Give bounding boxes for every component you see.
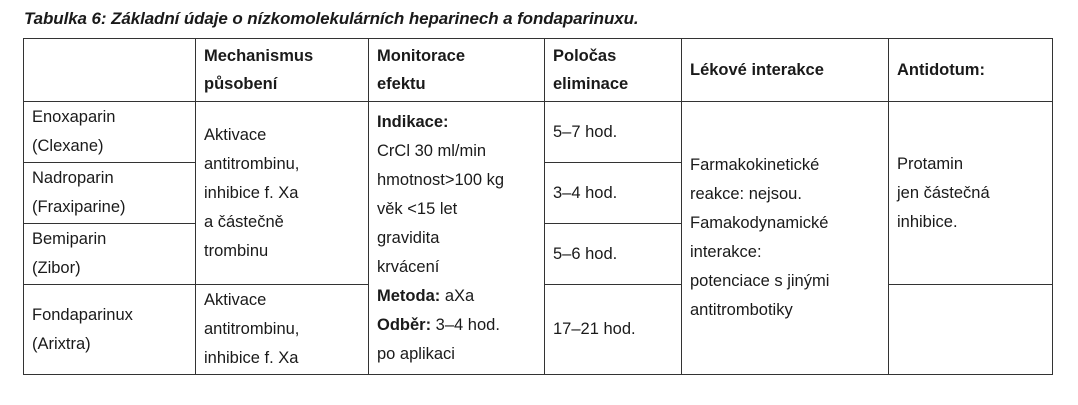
mechanism-line: antitrombinu, xyxy=(204,154,300,173)
method-label: Metoda: xyxy=(377,286,441,305)
drug-cell xyxy=(24,163,196,224)
header-mechanism-line1: Mechanismus xyxy=(204,47,314,65)
mechanism-line: Aktivace xyxy=(204,291,267,309)
mechanism-line: inhibice f. Xa xyxy=(204,183,299,202)
mechanism-line: inhibice f. Xa xyxy=(204,349,299,367)
interactions-line: Famakodynamické xyxy=(690,214,829,232)
header-monitoring xyxy=(369,39,545,102)
mechanism-line: a částečně xyxy=(204,212,284,231)
interactions-line: Farmakokinetické xyxy=(690,156,820,174)
indication-item: CrCl 30 ml/min xyxy=(377,141,487,160)
lmwh-table xyxy=(23,38,1053,375)
header-row xyxy=(24,39,1053,102)
halflife-cell: 5–7 hod. xyxy=(545,102,682,163)
drug-cell xyxy=(24,102,196,163)
table-row-enoxaparin xyxy=(24,102,1053,163)
drug-cell xyxy=(24,285,196,375)
indication-item: krvácení xyxy=(377,257,440,276)
halflife-cell: 5–6 hod. xyxy=(545,224,682,285)
halflife-cell: 3–4 hod. xyxy=(545,163,682,224)
mechanism-lmwh-cell xyxy=(196,102,369,285)
mechanism-fonda-cell xyxy=(196,285,369,375)
header-monitoring-line2: efektu xyxy=(377,75,426,93)
drug-brand: (Fraxiparine) xyxy=(32,198,126,216)
sampling-label: Odběr: xyxy=(377,315,432,334)
sampling-value-line2: po aplikaci xyxy=(377,344,455,363)
drug-brand: (Arixtra) xyxy=(32,334,91,353)
table-caption: Tabulka 6: Základní údaje o nízkomolekulárních heparinech a fondaparinuxu. xyxy=(24,9,639,28)
interactions-line: antitrombotiky xyxy=(690,301,793,319)
header-halflife-line2: eliminace xyxy=(553,75,629,93)
drug-name: Enoxaparin xyxy=(32,108,116,126)
header-mechanism-line2: působení xyxy=(204,75,278,93)
drug-brand: (Clexane) xyxy=(32,137,104,155)
drug-name: Fondaparinux xyxy=(32,305,133,324)
drug-name: Nadroparin xyxy=(32,169,114,187)
drug-brand: (Zibor) xyxy=(32,259,81,277)
antidote-empty-cell xyxy=(889,285,1053,375)
sampling-value: 3–4 hod. xyxy=(431,315,500,334)
header-drug xyxy=(24,39,196,102)
indication-item: věk <15 let xyxy=(377,199,458,218)
antidote-cell xyxy=(889,102,1053,285)
mechanism-line: antitrombinu, xyxy=(204,320,300,338)
halflife-cell: 17–21 hod. xyxy=(545,285,682,375)
interactions-line: interakce: xyxy=(690,243,762,261)
method-line xyxy=(377,282,536,311)
interactions-line: reakce: nejsou. xyxy=(690,185,802,203)
mechanism-line: trombinu xyxy=(204,241,269,260)
drug-cell xyxy=(24,224,196,285)
method-value: aXa xyxy=(440,286,475,305)
header-halflife xyxy=(545,39,682,102)
header-antidote: Antidotum: xyxy=(889,39,1053,102)
header-interactions: Lékové interakce xyxy=(682,39,889,102)
monitoring-cell xyxy=(369,102,545,375)
antidote-line: jen částečná xyxy=(897,183,990,202)
drug-name: Bemiparin xyxy=(32,230,107,248)
header-halflife-line1: Poločas xyxy=(553,47,617,65)
mechanism-line: Aktivace xyxy=(204,125,267,144)
header-monitoring-line1: Monitorace xyxy=(377,47,466,65)
antidote-line: Protamin xyxy=(897,154,964,173)
antidote-line: inhibice. xyxy=(897,212,958,231)
header-mechanism xyxy=(196,39,369,102)
sampling-line xyxy=(377,311,536,340)
indication-item: gravidita xyxy=(377,228,440,247)
interactions-line: potenciace s jinými xyxy=(690,272,830,290)
indication-item: hmotnost>100 kg xyxy=(377,170,505,189)
interactions-cell xyxy=(682,102,889,375)
indications-label: Indikace: xyxy=(377,112,449,131)
